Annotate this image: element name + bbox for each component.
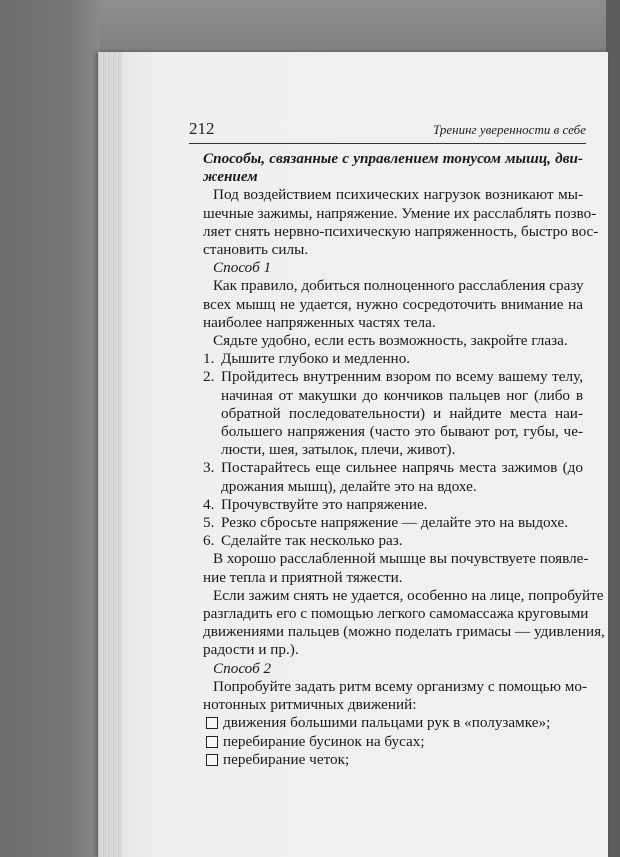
page-edges	[98, 52, 122, 857]
checklist-item	[203, 714, 583, 732]
checklist-item	[203, 751, 583, 769]
method-1-result-line: ние тепла и приятной тяжести.	[203, 568, 403, 586]
method-2-title: Способ 2	[213, 659, 272, 677]
checklist-text: перебирание четок;	[223, 750, 350, 768]
step-line: Прочувствуйте это напряжение.	[221, 495, 428, 513]
step-item	[203, 514, 583, 532]
intro-line: становить силы.	[203, 241, 309, 259]
method-1-title: Способ 1	[213, 259, 272, 277]
method-1-tip-line: движениями пальцев (можно поделать гримасы — удивления,	[203, 623, 605, 641]
method-1-paragraph-line: Как правило, добиться полноценного расслабления сразу	[213, 277, 584, 295]
checkbox-square-icon	[206, 736, 218, 748]
step-line: обратной последовательности) и найдите места наи-	[221, 404, 583, 422]
running-title: Тренинг уверенности в себе	[432, 122, 586, 137]
step-line: большего напряжения (часто это бывают рот, губы, че-	[221, 423, 583, 441]
page-body	[203, 150, 605, 769]
step-number: 2.	[203, 368, 215, 386]
step-number: 3.	[203, 459, 215, 477]
step-line: Постарайтесь еще сильнее напрячь места зажимов (до	[221, 459, 583, 477]
intro-line: шечные зажимы, напряжение. Умение их расслаблять позво-	[203, 204, 597, 222]
method-1-instruction: Сядьте удобно, если есть возможность, закройте глаза.	[213, 332, 568, 350]
step-line: люсти, шея, затылок, плечи, живот).	[221, 441, 456, 459]
intro-line: ляет снять нервно-психическую напряженность, быстро вос-	[203, 222, 599, 240]
step-line: дрожания мышц), делайте это на вдохе.	[221, 477, 477, 495]
checklist-item	[203, 733, 583, 751]
step-line: Резко сбросьте напряжение — делайте это на выдохе.	[221, 514, 569, 532]
step-line: начиная от макушки до кончиков пальцев ног (либо в	[221, 386, 583, 404]
step-item	[203, 496, 583, 514]
step-line: Сделайте так несколько раз.	[221, 532, 403, 550]
step-item	[203, 532, 583, 550]
step-number: 1.	[203, 350, 215, 368]
method-1-result-line: В хорошо расслабленной мышце вы почувствуете появле-	[213, 550, 589, 568]
page-number: 212	[189, 119, 215, 138]
method-1-tip-line: радости и пр.).	[203, 641, 299, 659]
checklist-text: перебирание бусинок на бусах;	[223, 732, 425, 750]
page-header	[189, 119, 586, 144]
method-1-tip-line: разгладить его с помощью легкого самомассажа круговыми	[203, 605, 589, 623]
step-item	[203, 368, 583, 459]
method-2-paragraph-line: Попробуйте задать ритм всему организму с помощью мо-	[213, 677, 588, 695]
step-line: Пройдитесь внутренним взором по всему вашему телу,	[221, 368, 583, 386]
scan-background-right	[606, 0, 620, 857]
checkbox-square-icon	[206, 754, 218, 766]
method-1-paragraph-line: наиболее напряженных частях тела.	[203, 313, 436, 331]
checkbox-square-icon	[206, 717, 218, 729]
method-2-paragraph-line: нотонных ритмичных движений:	[203, 696, 417, 714]
intro-line: Под воздействием психических нагрузок возникают мы-	[213, 186, 583, 204]
section-title-line: Способы, связанные с управлением тонусом мышц, дви-	[203, 150, 583, 167]
step-number: 6.	[203, 532, 215, 550]
step-number: 5.	[203, 514, 215, 532]
checklist-text: движения большими пальцами рук в «полузамке»;	[223, 714, 551, 732]
step-item	[203, 459, 583, 495]
scan-background-left	[0, 0, 100, 857]
step-line: Дышите глубоко и медленно.	[221, 350, 411, 368]
step-item	[203, 350, 583, 368]
section-title-line: жением	[203, 168, 258, 186]
method-1-paragraph-line: всех мышц не удается, нужно сосредоточить внимание на	[203, 295, 583, 313]
step-number: 4.	[203, 495, 215, 513]
method-1-tip-line: Если зажим снять не удается, особенно на лице, попробуйте	[213, 586, 604, 604]
